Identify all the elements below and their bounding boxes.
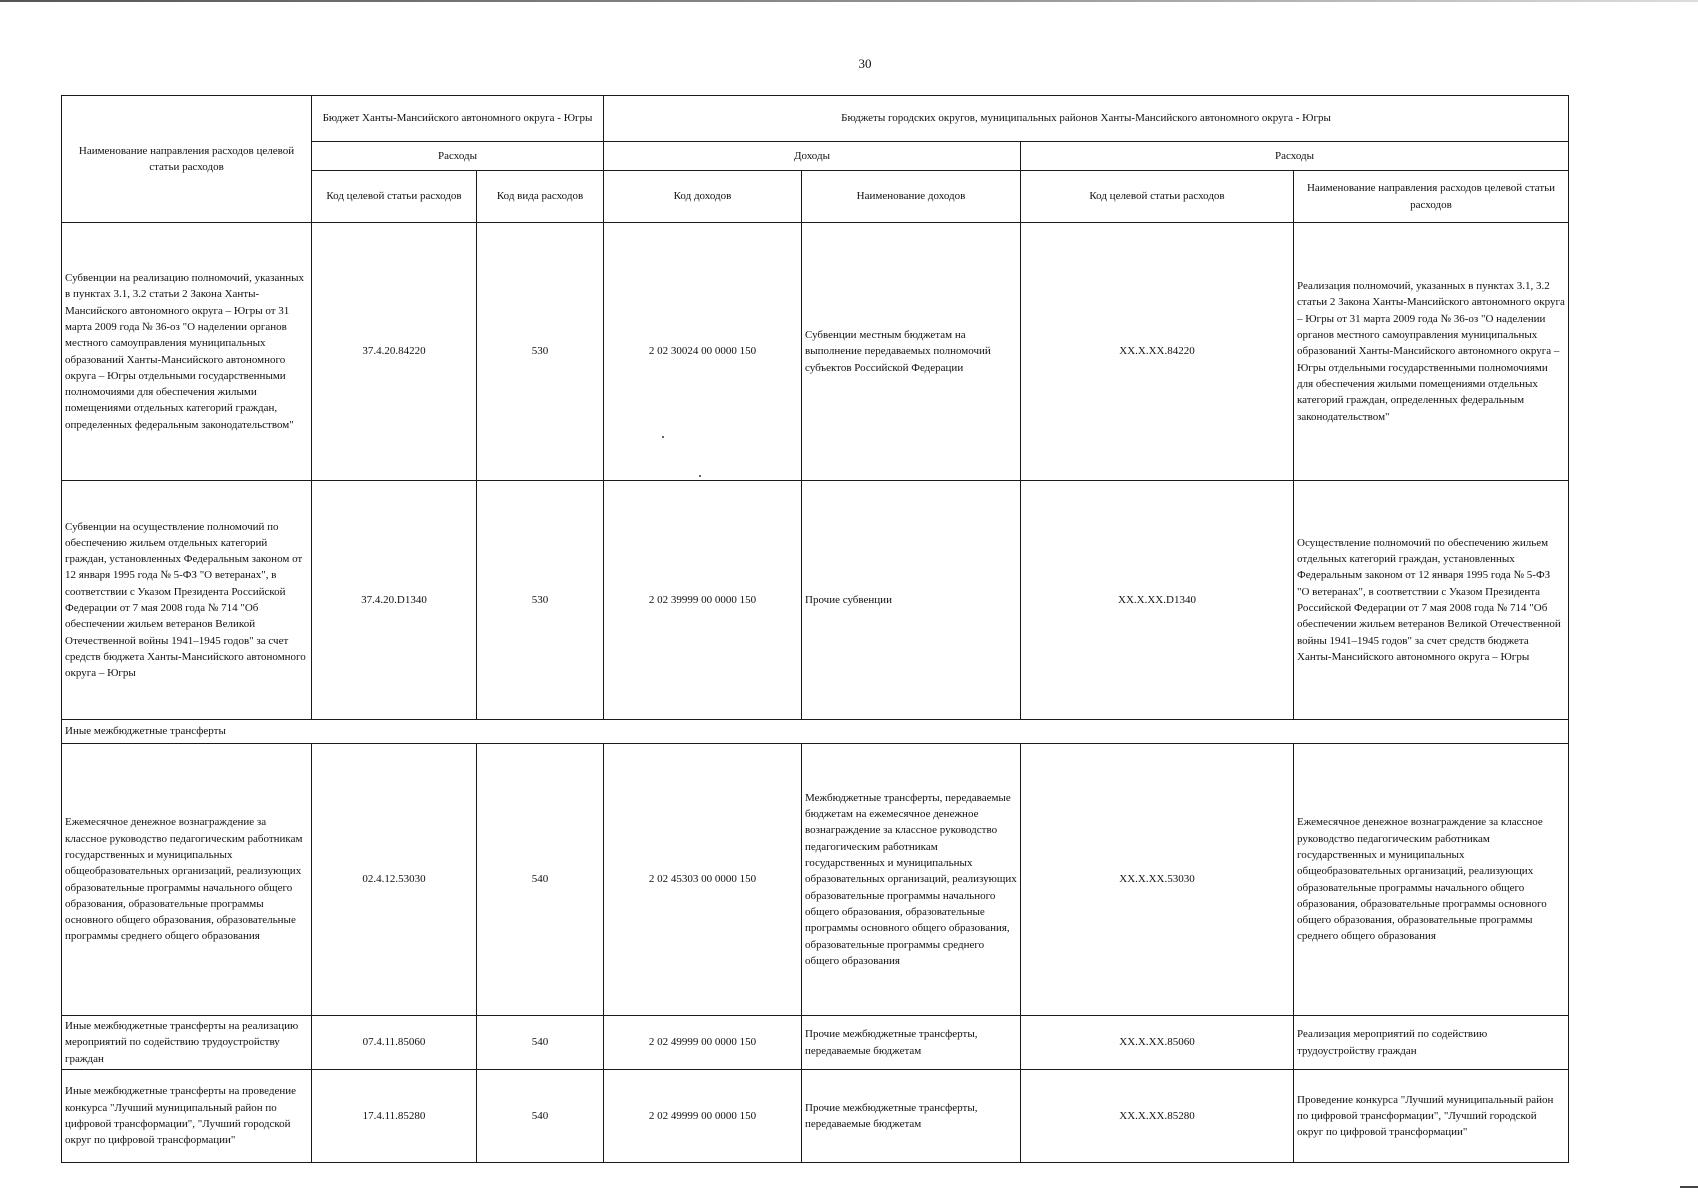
row-target-code: 02.4.12.53030: [312, 744, 477, 1016]
header-expenses-municipal: Расходы: [1021, 142, 1569, 171]
table-row: [62, 481, 1569, 720]
row-name: Ежемесячное денежное вознаграждение за классное руководство педагогическим работникам государственных и муниципальных общеобразовательных организаций, реализующих образовательные программы начального общего образования, образовательные программы основного общего образования, образовательные программы среднего общего образования: [62, 744, 312, 1016]
scan-speck: [662, 436, 664, 438]
header-mun-direction-name: Наименование направления расходов целевой статьи расходов: [1294, 171, 1569, 223]
row-income-name: Субвенции местным бюджетам на выполнение передаваемых полномочий субъектов Российской Федерации: [802, 223, 1021, 481]
row-income-name: Прочие субвенции: [802, 481, 1021, 720]
row-income-code: 2 02 49999 00 0000 150: [604, 1016, 802, 1070]
row-name: Субвенции на реализацию полномочий, указанных в пунктах 3.1, 3.2 статьи 2 Закона Ханты-Мансийского автономного округа – Югры от 31 марта 2009 года № 36-оз "О наделении органов местного самоуправления муниципальных образований Ханты-Мансийского автономного округа – Югры отдельными государственными полномочиями для обеспечения жилыми помещениями отдельных категорий граждан, определенных федеральным законодательством": [62, 223, 312, 481]
row-income-code: 2 02 49999 00 0000 150: [604, 1070, 802, 1163]
row-type-code: 540: [477, 1070, 604, 1163]
scan-speck: [699, 475, 701, 477]
section-row: [62, 720, 1569, 744]
header-municipal-budgets: Бюджеты городских округов, муниципальных районов Ханты-Мансийского автономного округа - Югры: [604, 96, 1569, 142]
row-income-name: Прочие межбюджетные трансферты, передаваемые бюджетам: [802, 1016, 1021, 1070]
budget-classification-table: [61, 95, 1569, 1163]
row-type-code: 540: [477, 744, 604, 1016]
header-direction-name: Наименование направления расходов целевой статьи расходов: [62, 96, 312, 223]
header-incomes: Доходы: [604, 142, 1021, 171]
row-income-name: Прочие межбюджетные трансферты, передаваемые бюджетам: [802, 1070, 1021, 1163]
row-name: Иные межбюджетные трансферты на проведение конкурса "Лучший муниципальный район по цифровой трансформации", "Лучший городской округ по цифровой трансформации": [62, 1070, 312, 1163]
row-mun-code: XX.X.XX.D1340: [1021, 481, 1294, 720]
row-type-code: 530: [477, 223, 604, 481]
header-income-code: Код доходов: [604, 171, 802, 223]
row-target-code: 37.4.20.84220: [312, 223, 477, 481]
row-income-code: 2 02 45303 00 0000 150: [604, 744, 802, 1016]
row-target-code: 07.4.11.85060: [312, 1016, 477, 1070]
header-okrug-budget: Бюджет Ханты-Мансийского автономного округа - Югры: [312, 96, 604, 142]
row-mun-name: Реализация мероприятий по содействию трудоустройству граждан: [1294, 1016, 1569, 1070]
row-mun-code: XX.X.XX.85060: [1021, 1016, 1294, 1070]
row-income-code: 2 02 39999 00 0000 150: [604, 481, 802, 720]
row-name: Субвенции на осуществление полномочий по обеспечению жильем отдельных категорий граждан, установленных Федеральным законом от 12 января 1995 года № 5-ФЗ "О ветеранах", в соответствии с Указом Президента Российской Федерации от 7 мая 2008 года № 714 "Об обеспечении жильем ветеранов Великой Отечественной войны 1941–1945 годов" за счет средств бюджета Ханты-Мансийского автономного округа – Югры: [62, 481, 312, 720]
row-name: Иные межбюджетные трансферты на реализацию мероприятий по содействию трудоустройству граждан: [62, 1016, 312, 1070]
header-target-code: Код целевой статьи расходов: [312, 171, 477, 223]
header-income-name: Наименование доходов: [802, 171, 1021, 223]
row-income-name: Межбюджетные трансферты, передаваемые бюджетам на ежемесячное денежное вознаграждение за классное руководство педагогическим работникам государственных и муниципальных образовательных организаций, реализующих образовательные программы начального общего образования, образовательные программы основного общего образования, образовательные программы среднего общего образования: [802, 744, 1021, 1016]
row-type-code: 540: [477, 1016, 604, 1070]
row-mun-code: XX.X.XX.84220: [1021, 223, 1294, 481]
header-type-code: Код вида расходов: [477, 171, 604, 223]
scan-edge-line: [0, 0, 1698, 2]
row-mun-name: Осуществление полномочий по обеспечению жильем отдельных категорий граждан, установленных Федеральным законом от 12 января 1995 года № 5-ФЗ "О ветеранах", в соответствии с Указом Президента Российской Федерации от 7 мая 2008 года № 714 "Об обеспечении жильем ветеранов Великой Отечественной войны 1941–1945 годов" за счет средств бюджета Ханты-Мансийского автономного округа – Югры: [1294, 481, 1569, 720]
row-mun-name: Ежемесячное денежное вознаграждение за классное руководство педагогическим работникам государственных и муниципальных общеобразовательных организаций, реализующих образовательные программы начального общего образования, образовательные программы основного общего образования, образовательные программы среднего общего образования: [1294, 744, 1569, 1016]
row-mun-name: Реализация полномочий, указанных в пунктах 3.1, 3.2 статьи 2 Закона Ханты-Мансийского автономного округа – Югры от 31 марта 2009 года № 36-оз "О наделении органов местного самоуправления муниципальных образований Ханты-Мансийского автономного округа – Югры отдельными государственными полномочиями для обеспечения жилыми помещениями отдельных категорий граждан, определенных федеральным законодательством": [1294, 223, 1569, 481]
scan-edge-mark: [1680, 1186, 1698, 1188]
header-mun-target-code: Код целевой статьи расходов: [1021, 171, 1294, 223]
page-number: 30: [858, 56, 872, 71]
row-target-code: 37.4.20.D1340: [312, 481, 477, 720]
table-row: [62, 223, 1569, 481]
row-mun-code: XX.X.XX.85280: [1021, 1070, 1294, 1163]
row-target-code: 17.4.11.85280: [312, 1070, 477, 1163]
header-expenses: Расходы: [312, 142, 604, 171]
table-row: [62, 1070, 1569, 1163]
row-mun-code: XX.X.XX.53030: [1021, 744, 1294, 1016]
row-type-code: 530: [477, 481, 604, 720]
row-income-code: 2 02 30024 00 0000 150: [604, 223, 802, 481]
table-row: [62, 1016, 1569, 1070]
row-mun-name: Проведение конкурса "Лучший муниципальный район по цифровой трансформации", "Лучший городской округ по цифровой трансформации": [1294, 1070, 1569, 1163]
table-row: [62, 744, 1569, 1016]
section-title: Иные межбюджетные трансферты: [62, 720, 1569, 744]
